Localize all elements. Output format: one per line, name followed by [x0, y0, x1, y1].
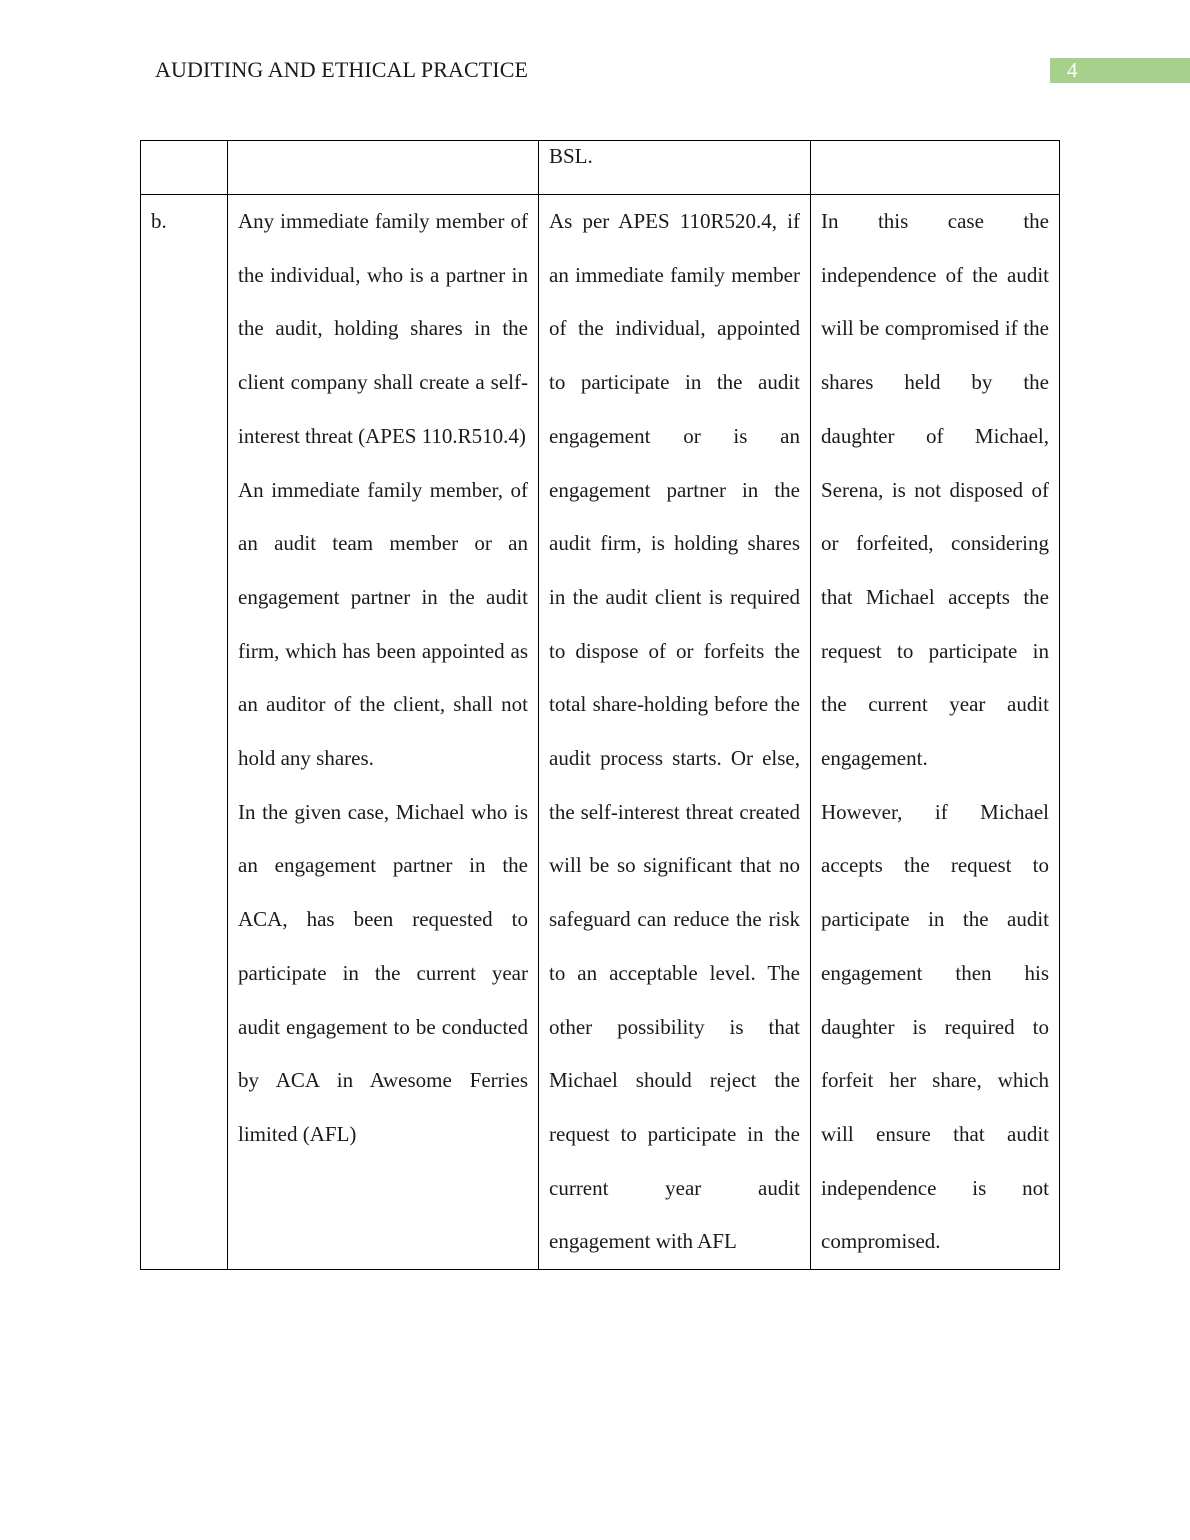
- page-header: [0, 0, 1190, 100]
- conclusion-paragraph-2: However, if Michael accepts the request to participate in the audit engagement then his daughter is required to forfeit her share, which will ensure that audit independence is not compromised.: [821, 799, 1049, 1254]
- table-cell-issue: [228, 141, 539, 195]
- table-cell-label: [141, 141, 228, 195]
- conclusion-paragraph-1: In this case the independence of the audit will be compromised if the shares held by the daughter of Michael, Serena, is not disposed of or forfeited, considering that Michael accepts the request to participate in the current year audit engagement.: [821, 209, 1049, 771]
- table-cell-conclusion: [811, 195, 1060, 1270]
- table-row-b: [141, 195, 1060, 1270]
- page-number-badge: [1050, 58, 1190, 83]
- issue-paragraph-1: Any immediate family member of the individual, who is a partner in the audit, holding shares in the client company shall create a self-interest threat (APES 110.R510.4): [238, 209, 528, 448]
- issue-paragraph-3: In the given case, Michael who is an engagement partner in the ACA, has been requested to participate in the current year audit engagement to be conducted by ACA in Awesome Ferries limited (AFL): [238, 799, 528, 1146]
- table-cell-rule: [539, 195, 811, 1270]
- table-cell-issue: [228, 195, 539, 1270]
- page-number: 4: [1067, 58, 1078, 82]
- table-cell-conclusion: [811, 141, 1060, 195]
- table-cell-label: [141, 195, 228, 1270]
- running-head-title: AUDITING AND ETHICAL PRACTICE: [155, 57, 529, 82]
- rule-paragraph-1: As per APES 110R520.4, if an immediate family member of the individual, appointed to participate in the audit engagement or is an engagement partner in the audit firm, is holding shares in the audit client is required to dispose of or forfeits the total share-holding before the audit process starts. Or else, the self-interest threat created will be so significant that no safeguard can reduce the risk to an acceptable level. The other possibility is that Michael should reject the request to participate in the current year audit engagement with AFL: [549, 209, 800, 1254]
- table-row-continued: [141, 141, 1060, 195]
- issue-paragraph-2: An immediate family member, of an audit team member or an engagement partner in the audit firm, which has been appointed as an auditor of the client, shall not hold any shares.: [238, 477, 528, 771]
- table-cell-rule: [539, 141, 811, 195]
- cell-text: BSL.: [549, 144, 593, 168]
- analysis-table: [140, 140, 1060, 1270]
- row-label: b.: [151, 209, 167, 233]
